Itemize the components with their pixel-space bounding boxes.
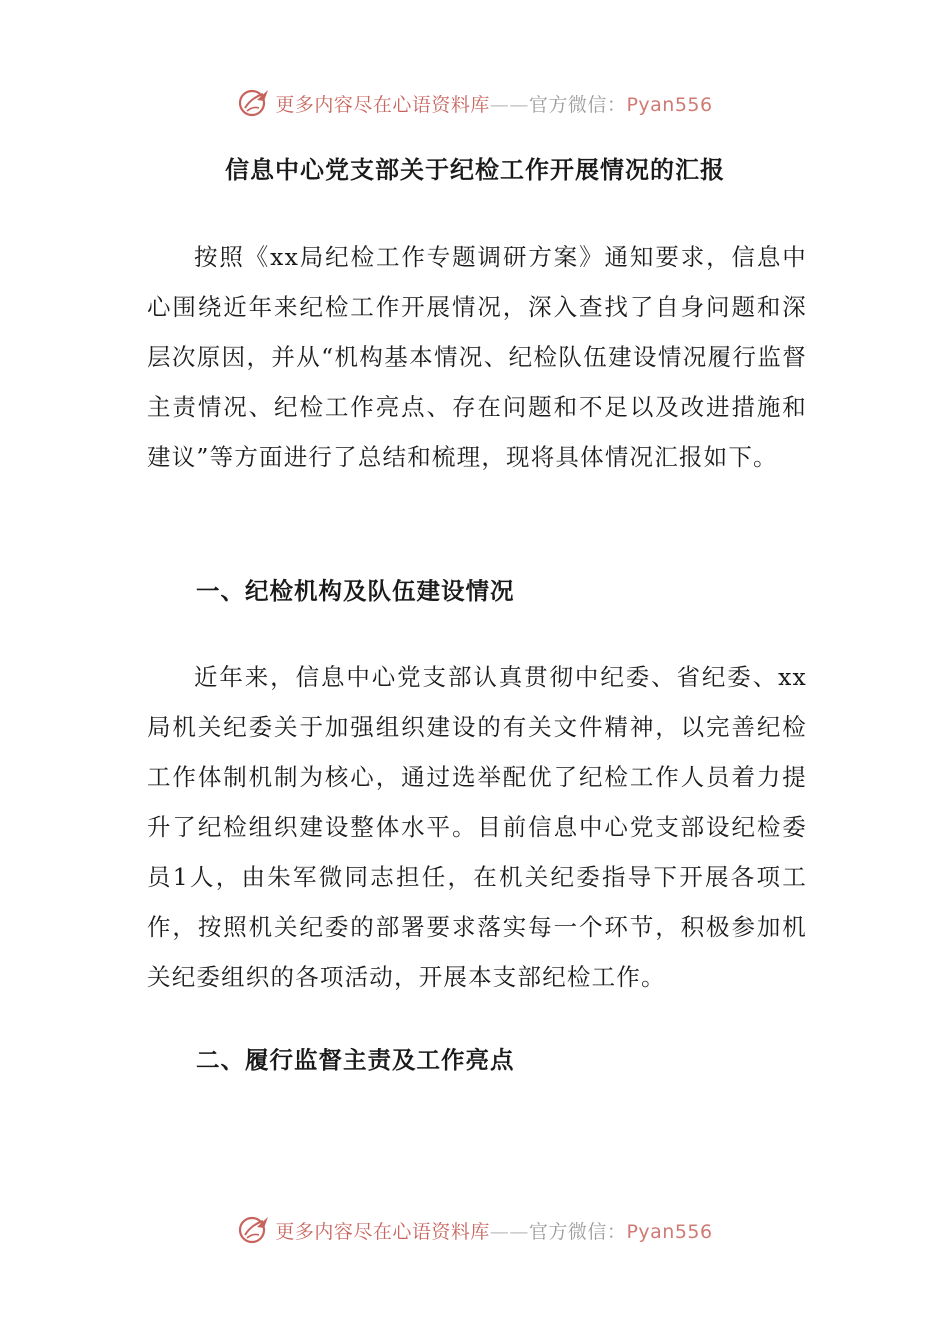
section-1-paragraph: 近年来，信息中心党支部认真贯彻中纪委、省纪委、xx局机关纪委关于加强组织建设的有关文件精神，以完善纪检工作体制机制为核心，通过选举配优了纪检工作人员着力提升了纪检组织建设整体水平。目前信息中心党支部设纪检委员1人，由朱军微同志担任，在机关纪委指导下开展各项工作，按照机关纪委的部署要求落实每一个环节，积极参加机关纪委组织的各项活动，开展本支部纪检工作。: [147, 663, 807, 991]
section-2-heading: 二、履行监督主责及工作亮点: [196, 1046, 515, 1074]
header-watermark: [0, 83, 950, 123]
watermark-dash: ——: [489, 93, 529, 116]
section-1-heading: 一、纪检机构及队伍建设情况: [196, 577, 515, 605]
watermark-wechat-id: Pyan556: [626, 93, 713, 116]
watermark-label: 官方微信：: [528, 1220, 627, 1243]
document-title: 信息中心党支部关于纪检工作开展情况的汇报: [225, 155, 725, 184]
intro-paragraph: 按照《xx局纪检工作专题调研方案》通知要求，信息中心围绕近年来纪检工作开展情况，深入查找了自身问题和深层次原因，并从“机构基本情况、纪检队伍建设情况履行监督主责情况、纪检工作亮点、存在问题和不足以及改进措施和建议”等方面进行了总结和梳理，现将具体情况汇报如下。: [147, 243, 807, 471]
watermark-main: 更多内容尽在心语资料库: [275, 93, 490, 116]
watermark-main: 更多内容尽在心语资料库: [275, 1220, 490, 1243]
watermark-wechat-id: Pyan556: [626, 1220, 713, 1243]
watermark-dash: ——: [489, 1220, 529, 1243]
watermark-text: [275, 1217, 712, 1244]
pen-logo-icon: [237, 86, 271, 120]
pen-logo-icon: [237, 1213, 271, 1247]
watermark-label: 官方微信：: [528, 93, 627, 116]
watermark-text: [275, 90, 712, 117]
footer-watermark: [0, 1210, 950, 1250]
